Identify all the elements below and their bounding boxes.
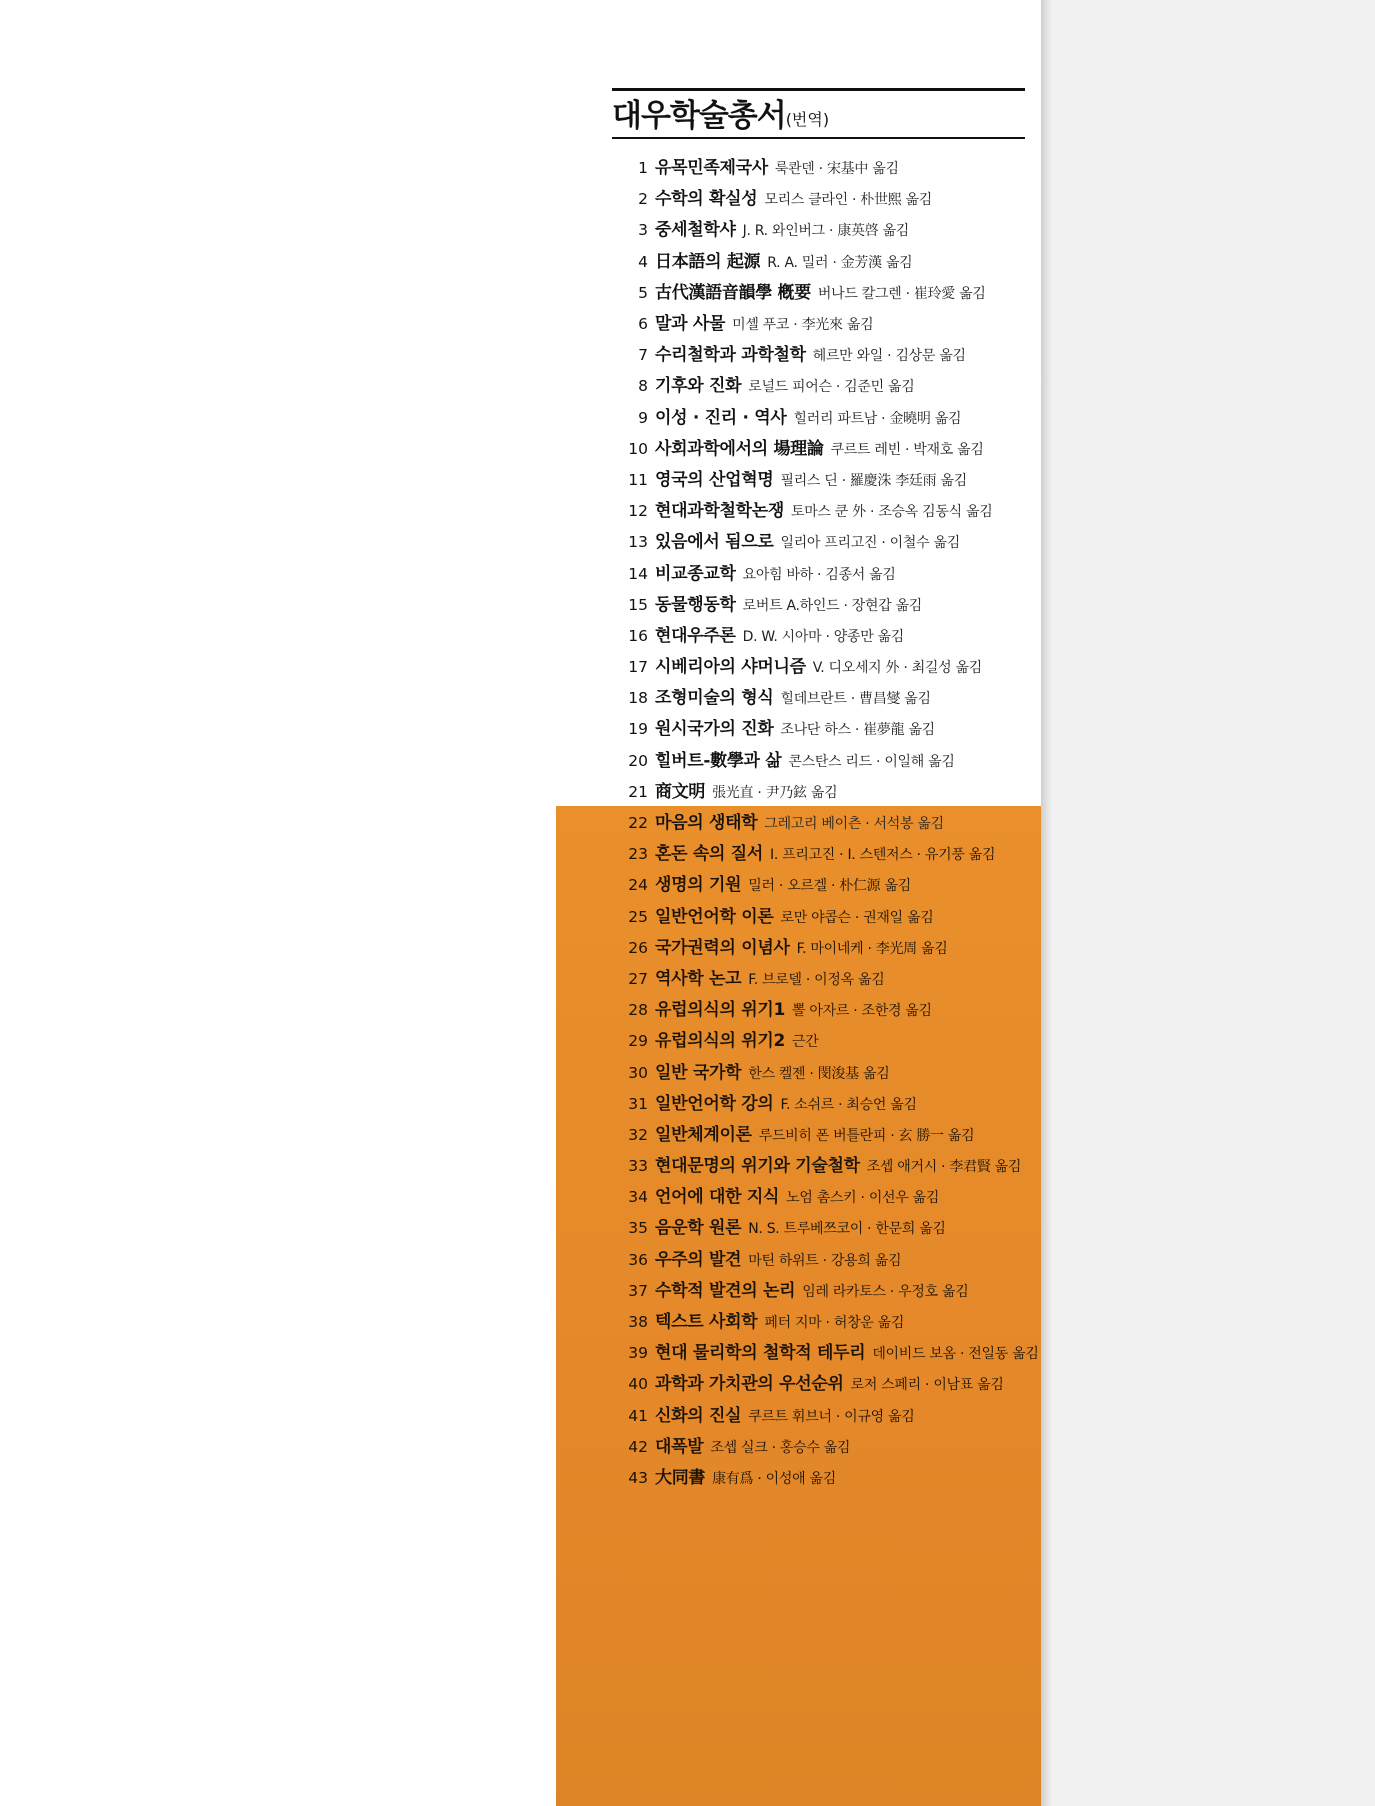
- item-title: 기후와 진화: [655, 376, 742, 397]
- item-number: 8: [638, 377, 648, 396]
- list-item: [612, 1307, 1042, 1338]
- item-author: 루드비히 폰 버틀란피 · 玄 勝一 옮김: [758, 1127, 975, 1144]
- item-author: 康有爲 · 이성애 옮김: [712, 1470, 836, 1487]
- list-item: [612, 1089, 1042, 1120]
- item-author: R. A. 밀러 · 金芳漢 옮김: [767, 254, 913, 271]
- item-author: 조나단 하스 · 崔夢龍 옮김: [780, 722, 935, 739]
- list-item: [612, 1432, 1042, 1463]
- item-title: 시베리아의 샤머니즘: [655, 657, 806, 678]
- item-title: 마음의 생태학: [655, 813, 758, 834]
- item-number: 12: [628, 502, 648, 521]
- item-author: 쿠르트 휘브너 · 이규영 옮김: [748, 1408, 915, 1425]
- list-item: [612, 1463, 1042, 1494]
- item-number: 17: [628, 658, 648, 677]
- list-item: [612, 1058, 1042, 1089]
- list-item: [612, 278, 1042, 309]
- item-number: 31: [628, 1094, 648, 1113]
- item-title: 역사학 논고: [655, 968, 742, 989]
- background-surface: [1051, 0, 1375, 1806]
- item-author: 마틴 하위트 · 강용희 옮김: [748, 1252, 902, 1269]
- item-title: 혼돈 속의 질서: [655, 844, 763, 865]
- item-title: 日本語의 起源: [655, 251, 761, 272]
- item-number: 34: [628, 1188, 648, 1207]
- item-number: 14: [628, 564, 648, 583]
- list-item: [612, 465, 1042, 496]
- item-title: 이성 · 진리 · 역사: [655, 407, 787, 428]
- item-author: 근간: [792, 1034, 819, 1051]
- item-author: 콘스탄스 리드 · 이일해 옮김: [788, 753, 955, 770]
- list-item: [612, 1401, 1042, 1432]
- item-title: 언어에 대한 지식: [655, 1187, 780, 1208]
- item-number: 42: [628, 1437, 648, 1456]
- list-item: [612, 153, 1042, 184]
- list-item: [612, 870, 1042, 901]
- list-item: [612, 340, 1042, 371]
- item-number: 27: [628, 969, 648, 988]
- item-author: F. 브로델 · 이정옥 옮김: [748, 971, 885, 988]
- item-title: 수학적 발견의 논리: [655, 1280, 796, 1301]
- list-item: [612, 652, 1042, 683]
- item-author: 한스 켈젠 · 閔浚基 옮김: [748, 1065, 890, 1082]
- item-title: 비교종교학: [655, 563, 736, 584]
- book-list: [612, 153, 1042, 1494]
- item-number: 25: [628, 907, 648, 926]
- item-number: 23: [628, 845, 648, 864]
- list-item: [612, 1369, 1042, 1400]
- list-item: [612, 309, 1042, 340]
- list-item: [612, 714, 1042, 745]
- list-item: [612, 746, 1042, 777]
- item-author: 페터 지마 · 허창운 옮김: [764, 1315, 905, 1332]
- list-item: [612, 434, 1042, 465]
- item-author: 로널드 피어슨 · 김준민 옮김: [748, 379, 915, 396]
- item-title: 수학의 확실성: [655, 189, 758, 210]
- item-title: 商文明: [655, 781, 706, 802]
- item-author: 버나드 칼그렌 · 崔玲愛 옮김: [817, 285, 986, 302]
- item-number: 6: [638, 315, 648, 334]
- list-item: [612, 1151, 1042, 1182]
- item-number: 38: [628, 1313, 648, 1332]
- item-number: 32: [628, 1125, 648, 1144]
- item-author: 張光直 · 尹乃鉉 옮김: [712, 784, 838, 801]
- item-title: 古代漢語音韻學 槪要: [655, 282, 811, 303]
- list-item: [612, 964, 1042, 995]
- item-author: 로만 야콥슨 · 권재일 옮김: [780, 909, 934, 926]
- item-author: 헤르만 와일 · 김상문 옮김: [812, 348, 966, 365]
- list-item: [612, 184, 1042, 215]
- list-item: [612, 559, 1042, 590]
- item-author: 임레 라카토스 · 우정호 옮김: [802, 1283, 969, 1300]
- list-item: [612, 590, 1042, 621]
- item-number: 26: [628, 938, 648, 957]
- item-title: 조형미술의 형식: [655, 688, 774, 709]
- list-item: [612, 1213, 1042, 1244]
- item-number: 22: [628, 814, 648, 833]
- item-author: 로버트 A.하인드 · 장현갑 옮김: [742, 597, 923, 614]
- item-author: 필리스 딘 · 羅慶洙 李廷雨 옮김: [780, 472, 967, 489]
- item-title: 우주의 발견: [655, 1249, 742, 1270]
- item-number: 11: [628, 470, 648, 489]
- item-author: 조셉 실크 · 홍승수 옮김: [710, 1439, 851, 1456]
- series-title: 대우학술총서: [612, 98, 786, 134]
- item-author: 노엄 촘스키 · 이선우 옮김: [786, 1190, 940, 1207]
- series-list-container: [612, 88, 1042, 1494]
- item-title: 현대우주론: [655, 625, 736, 646]
- item-title: 사회과학에서의 場理論: [655, 438, 824, 459]
- item-author: 그레고리 베이츤 · 서석봉 옮김: [764, 816, 944, 833]
- item-author: 데이비드 보옴 · 전일동 옮김: [872, 1346, 1039, 1363]
- list-item: [612, 215, 1042, 246]
- item-author: F. 마이네케 · 李光周 옮김: [796, 940, 948, 957]
- item-number: 33: [628, 1157, 648, 1176]
- item-title: 영국의 산업혁명: [655, 469, 774, 490]
- item-number: 5: [638, 283, 648, 302]
- item-number: 28: [628, 1001, 648, 1020]
- list-item: [612, 1245, 1042, 1276]
- item-title: 동물행동학: [655, 594, 736, 615]
- item-title: 일반언어학 강의: [655, 1093, 774, 1114]
- item-title: 신화의 진실: [655, 1405, 742, 1426]
- item-number: 43: [628, 1468, 648, 1487]
- item-author: 뽈 아자르 · 조한경 옮김: [792, 1003, 932, 1020]
- item-title: 유럽의식의 위기2: [655, 1031, 786, 1052]
- item-number: 13: [628, 533, 648, 552]
- item-number: 15: [628, 595, 648, 614]
- series-subtitle: (번역): [785, 110, 830, 130]
- list-item: [612, 902, 1042, 933]
- item-number: 1: [638, 159, 648, 178]
- item-title: 현대 물리학의 철학적 테두리: [655, 1343, 866, 1364]
- item-number: 10: [628, 439, 648, 458]
- item-author: N. S. 트루베쯔코이 · 한문희 옮김: [748, 1221, 946, 1238]
- item-author: 쿠르트 레빈 · 박재호 옮김: [830, 441, 984, 458]
- list-item: [612, 933, 1042, 964]
- item-number: 30: [628, 1063, 648, 1082]
- item-number: 24: [628, 876, 648, 895]
- item-author: 모리스 클라인 · 朴世熙 옮김: [764, 192, 933, 209]
- item-number: 9: [638, 408, 648, 427]
- list-item: [612, 995, 1042, 1026]
- item-title: 음운학 원론: [655, 1218, 742, 1239]
- item-title: 일반 국가학: [655, 1062, 742, 1083]
- list-item: [612, 247, 1042, 278]
- list-item: [612, 777, 1042, 808]
- item-title: 대폭발: [655, 1436, 704, 1457]
- item-title: 일반언어학 이론: [655, 906, 774, 927]
- item-number: 18: [628, 689, 648, 708]
- item-author: 룩콴덴 · 宋基中 옮김: [774, 161, 899, 178]
- list-item: [612, 403, 1042, 434]
- item-author: 요아힘 바하 · 김종서 옮김: [742, 566, 896, 583]
- list-item: [612, 683, 1042, 714]
- list-item: [612, 839, 1042, 870]
- item-title: 현대문명의 위기와 기술철학: [655, 1156, 860, 1177]
- item-number: 41: [628, 1406, 648, 1425]
- item-number: 7: [638, 346, 648, 365]
- item-title: 있음에서 됨으로: [655, 532, 774, 553]
- item-title: 현대과학철학논쟁: [655, 501, 784, 522]
- item-title: 大同書: [655, 1467, 706, 1488]
- list-item: [612, 496, 1042, 527]
- item-number: 4: [638, 252, 648, 271]
- item-title: 원시국가의 진화: [655, 719, 774, 740]
- item-title: 수리철학과 과학철학: [655, 345, 806, 366]
- item-number: 20: [628, 751, 648, 770]
- item-title: 과학과 가치관의 우선순위: [655, 1374, 844, 1395]
- item-author: F. 소쉬르 · 최승언 옮김: [780, 1096, 917, 1113]
- item-author: 힐데브란트 · 曹昌燮 옮김: [780, 691, 931, 708]
- list-item: [612, 371, 1042, 402]
- item-author: D. W. 시아마 · 양종만 옮김: [742, 628, 905, 645]
- list-item: [612, 1120, 1042, 1151]
- page-edge-shadow: [1041, 0, 1051, 1806]
- item-number: 2: [638, 190, 648, 209]
- item-number: 40: [628, 1375, 648, 1394]
- item-title: 생명의 기원: [655, 875, 742, 896]
- item-number: 3: [638, 221, 648, 240]
- list-item: [612, 808, 1042, 839]
- list-item: [612, 1026, 1042, 1057]
- list-item: [612, 1276, 1042, 1307]
- item-author: 토마스 쿤 外 · 조승옥 김동식 옮김: [790, 504, 993, 521]
- item-author: Ⅰ. 프리고진 · Ⅰ. 스텐저스 · 유기풍 옮김: [769, 847, 996, 864]
- item-author: 힐러리 파트남 · 金曉明 옮김: [793, 410, 962, 427]
- list-item: [612, 1182, 1042, 1213]
- item-author: 일리아 프리고진 · 이철수 옮김: [780, 535, 960, 552]
- item-number: 21: [628, 782, 648, 801]
- item-number: 35: [628, 1219, 648, 1238]
- list-item: [612, 621, 1042, 652]
- item-number: 19: [628, 720, 648, 739]
- item-title: 국가권력의 이념사: [655, 937, 790, 958]
- list-item: [612, 527, 1042, 558]
- item-title: 말과 사물: [655, 314, 726, 335]
- item-title: 텍스트 사회학: [655, 1312, 758, 1333]
- item-number: 39: [628, 1344, 648, 1363]
- item-title: 유럽의식의 위기1: [655, 1000, 786, 1021]
- item-number: 36: [628, 1250, 648, 1269]
- item-author: J. R. 와인버그 · 康英啓 옮김: [742, 223, 910, 240]
- item-title: 유목민족제국사: [655, 158, 768, 179]
- item-number: 29: [628, 1032, 648, 1051]
- item-author: 로저 스페리 · 이남표 옮김: [850, 1377, 1004, 1394]
- page-title: [612, 88, 1025, 139]
- item-author: 미셸 푸코 · 李光來 옮김: [732, 317, 874, 334]
- item-title: 중세철학샤: [655, 220, 736, 241]
- item-title: 일반체계이론: [655, 1124, 752, 1145]
- item-number: 37: [628, 1281, 648, 1300]
- item-author: 조셉 애거시 · 李君賢 옮김: [866, 1159, 1022, 1176]
- item-author: V. 디오세지 外 · 최길성 옮김: [812, 660, 982, 677]
- item-title: 힐버트-數學과 삶: [655, 750, 782, 771]
- item-author: 밀러 · 오르겔 · 朴仁源 옮김: [748, 878, 911, 895]
- item-number: 16: [628, 626, 648, 645]
- list-item: [612, 1338, 1042, 1369]
